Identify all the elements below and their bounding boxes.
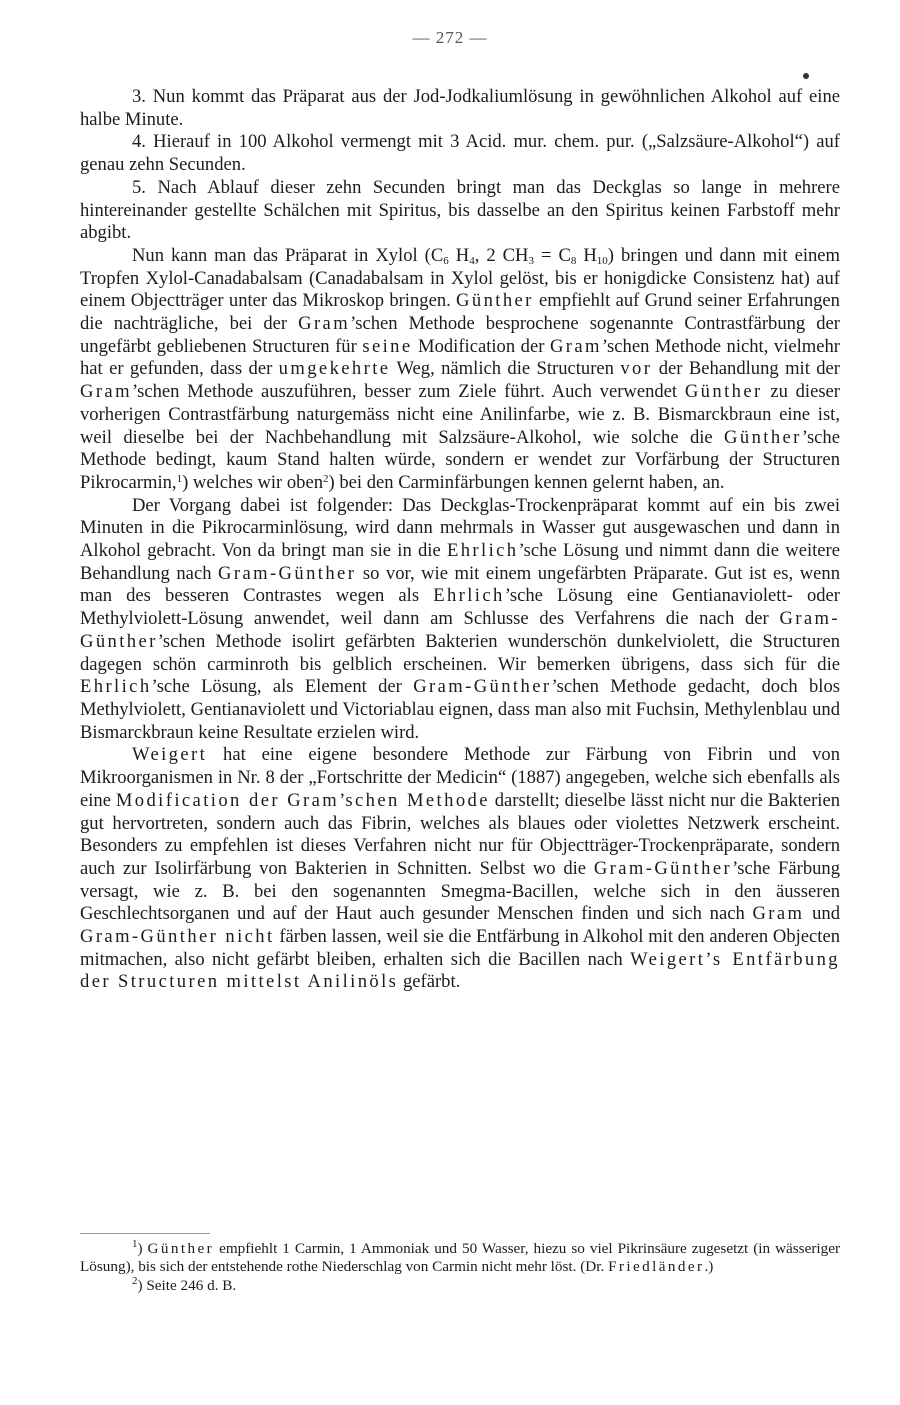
vorgang-paragraph: Der Vorgang dabei ist folgender: Das Deckglas-Trockenpräparat kommt auf ein bis zwei Minuten in die Pikrocarminlösung, wird dann mehrmals in Wasser gut ausgewaschen und dann in Alkohol gebracht. Von da bringt man sie in die Ehrlich’sche Lösung und nimmt dann die weitere Behandlung nach Gram-Günther so vor, wie mit einem ungefärbten Präparate. Gut ist es, wenn man des besseren Contrastes wegen als Ehrlich’sche Lösung eine Gentianaviolett- oder Methylviolett-Lösung anwendet, weil dann am Schlusse des Verfahrens die nach der Gram-Günther’schen Methode isolirt gefärbten Bakterien wunderschön dunkelviolett, die Structuren dagegen schön carminroth bis gelblich erscheinen. Wir bemerken übrigens, dass sich für die Ehrlich’sche Lösung, als Element der Gram-Günther’schen Methode gedacht, doch blos Methylviolett, Gentianaviolett und Victoriablau eignen, dass man also mit Fuchsin, Methylenblau und Bismarckbraun keine Resultate erzielen wird. — [80, 494, 841, 743]
main-text — [80, 86, 840, 994]
footnotes — [80, 1240, 840, 1295]
footnote-2: $^2$) Seite 246 d. B. — [132, 1274, 237, 1294]
step-3-paragraph: 3. Nun kommt das Präparat aus der Jod-Jodkaliumlösung in gewöhnlichen Alkohol auf eine halbe Minute. — [80, 86, 840, 130]
step-5-paragraph: 5. Nach Ablauf dieser zehn Secunden bringt man das Deckglas so lange in mehrere hintereinander gestellte Schälchen mit Spiritus, bis dasselbe an den Spiritus keinen Farbstoff mehr abgibt. — [80, 176, 840, 244]
footnote-1: $^1$) Günther empfiehlt 1 Carmin, 1 Ammoniak und 50 Wasser, hiezu so viel Pikrinsäure zugesetzt (in wässeriger Lösung), bis sich der entstehende rothe Niederschlag von Carmin nicht mehr löst. (Dr. Friedländer.) — [80, 1238, 841, 1276]
page-number: — 272 — — [412, 28, 488, 47]
weigert-paragraph: Weigert hat eine eigene besondere Methode zur Färbung von Fibrin und von Mikroorganismen in Nr. 8 der „Fortschritte der Medicin“ (1887) angegeben, welche sich ebenfalls als eine Modification der Gram’schen Methode darstellt; dieselbe lässt nicht nur die Bakterien gut hervortreten, sondern auch das Fibrin, welches als blaues oder violettes Netzwerk erscheint. Besonders zu empfehlen ist dieses Verfahren nicht nur für Objectträger-Trockenpräparate, sondern auch zur Isolirfärbung von Bakterien in Schnitten. Selbst wo die Gram-Günther’sche Färbung versagt, wie z. B. bei den sogenannten Smegma-Bacillen, welche sich in den äusseren Geschlechtsorganen und auf der Haut auch gesunder Menschen finden und sich nach Gram und Gram-Günther nicht färben lassen, weil sie die Entfärbung in Alkohol mit den anderen Objecten mitmachen, also nicht gefärbt bleiben, erhalten sich die Bacillen nach Weigert’s Entfärbung der Structuren mittelst Anilinöls gefärbt. — [80, 744, 841, 993]
footnote-divider — [80, 1233, 210, 1234]
step-4-paragraph: 4. Hierauf in 100 Alkohol vermengt mit 3 Acid. mur. chem. pur. („Salzsäure-Alkohol“) auf genau zehn Secunden. — [80, 131, 840, 176]
footnote-ref-1: 1 — [176, 472, 183, 485]
ink-speck — [803, 73, 809, 79]
xylol-paragraph: Nun kann man das Präparat in Xylol ($C_6$ $H_4$, 2 $CH_3 = C_8$ $H_{10}$) bringen und dann mit einem Tropfen Xylol-Canadabalsam (Canadabalsam in Xylol gelöst, bis er honigdicke Consistenz hat) auf einem Objectträger unter das Mikroskop bringen. Günther empfiehlt auf Grund seiner Erfahrungen die nachträgliche, bei der Gram’schen Methode besprochene sogenannte Contrastfärbung der ungefärbt gebliebenen Structuren für seine Modification der Gram’schen Methode nicht, vielmehr hat er gefunden, dass der umgekehrte Weg, nämlich die Structuren vor der Behandlung mit der Gram’schen Methode auszuführen, besser zum Ziele führt. Auch verwendet Günther zu dieser vorherigen Contrastfärbung naturgemäss nicht eine Anilinfarbe, wie z. B. Bismarckbraun eine ist, weil dieselbe bei der Nachbehandlung mit Salzsäure-Alkohol, wie solche die Günther’sche Methode bedingt, kaum Stand halten würde, sondern er wendet zur Vorfärbung der Structuren Pikrocarmin,$^1$) welches wir oben$^2$) bei den Carminfärbungen kennen gelernt haben, an. — [80, 244, 841, 493]
footnote-ref-2: 2 — [323, 472, 329, 485]
